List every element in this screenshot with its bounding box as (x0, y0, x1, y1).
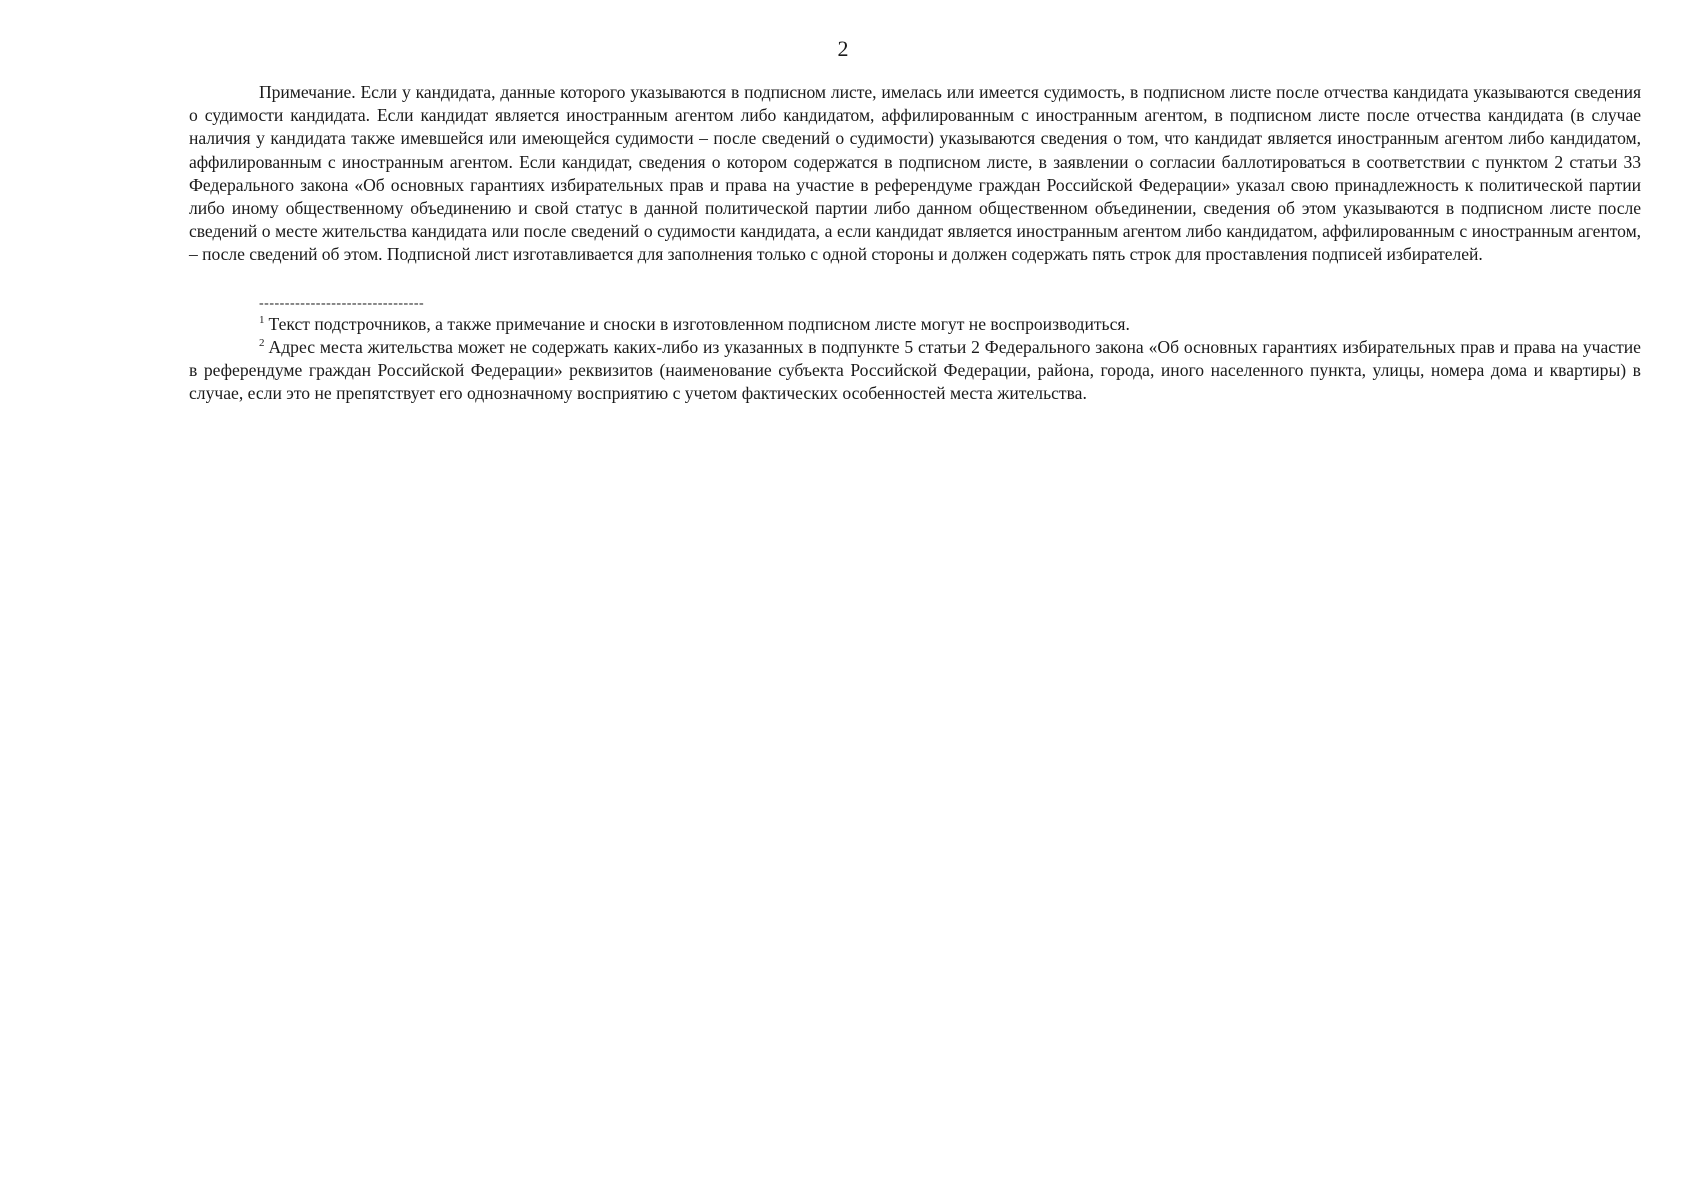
footnote-separator: -------------------------------- (259, 295, 425, 311)
footnote-2-mark: 2 (259, 336, 265, 349)
note-paragraph: Примечание. Если у кандидата, данные которого указываются в подписном листе, имелась или имеется судимость, в подписном листе после отчества кандидата указываются сведения о судимости кандидата. Если кандидат является иностранным агентом либо кандидатом, аффилированным с иностранным агентом, в подписном листе после отчества кандидата (в случае наличия у кандидата также имевшейся или имеющейся судимости – после сведений о судимости) указываются сведения о том, что кандидат является иностранным агентом либо кандидатом, аффилированным с иностранным агентом. Если кандидат, сведения о котором содержатся в подписном листе, в заявлении о согласии баллотироваться в соответствии с пунктом 2 статьи 33 Федерального закона «Об основных гарантиях избирательных прав и права на участие в референдуме граждан Российской Федерации» указал свою принадлежность к политической партии либо иному общественному объединению и свой статус в данной политической партии либо данном общественном объединении, сведения об этом указываются в подписном листе после сведений о месте жительства кандидата или после сведений о судимости кандидата, а если кандидат является иностранным агентом либо кандидатом, аффилированным с иностранным агентом, – после сведений об этом. Подписной лист изготавливается для заполнения только с одной стороны и должен содержать пять строк для проставления подписей избирателей. (189, 82, 1641, 265)
footnote-1-text: Текст подстрочников, а также примечание и сноски в изготовленном подписном листе могут не воспроизводиться. (268, 313, 1130, 334)
page-content (189, 81, 1641, 405)
footnote-1-mark: 1 (259, 313, 265, 326)
footnote-2 (189, 336, 1641, 406)
page-number: 2 (837, 36, 849, 61)
footnote-1 (189, 313, 1641, 336)
footnote-2-text: Адрес места жительства может не содержать каких-либо из указанных в подпункте 5 статьи 2 Федерального закона «Об основных гарантиях избирательных прав и права на участие в референдуме граждан Российской Федерации» реквизитов (наименование субъекта Российской Федерации, района, города, иного населенного пункта, улицы, номера дома и квартиры) в случае, если это не препятствует его однозначному восприятию с учетом фактических особенностей места жительства. (189, 336, 1641, 404)
